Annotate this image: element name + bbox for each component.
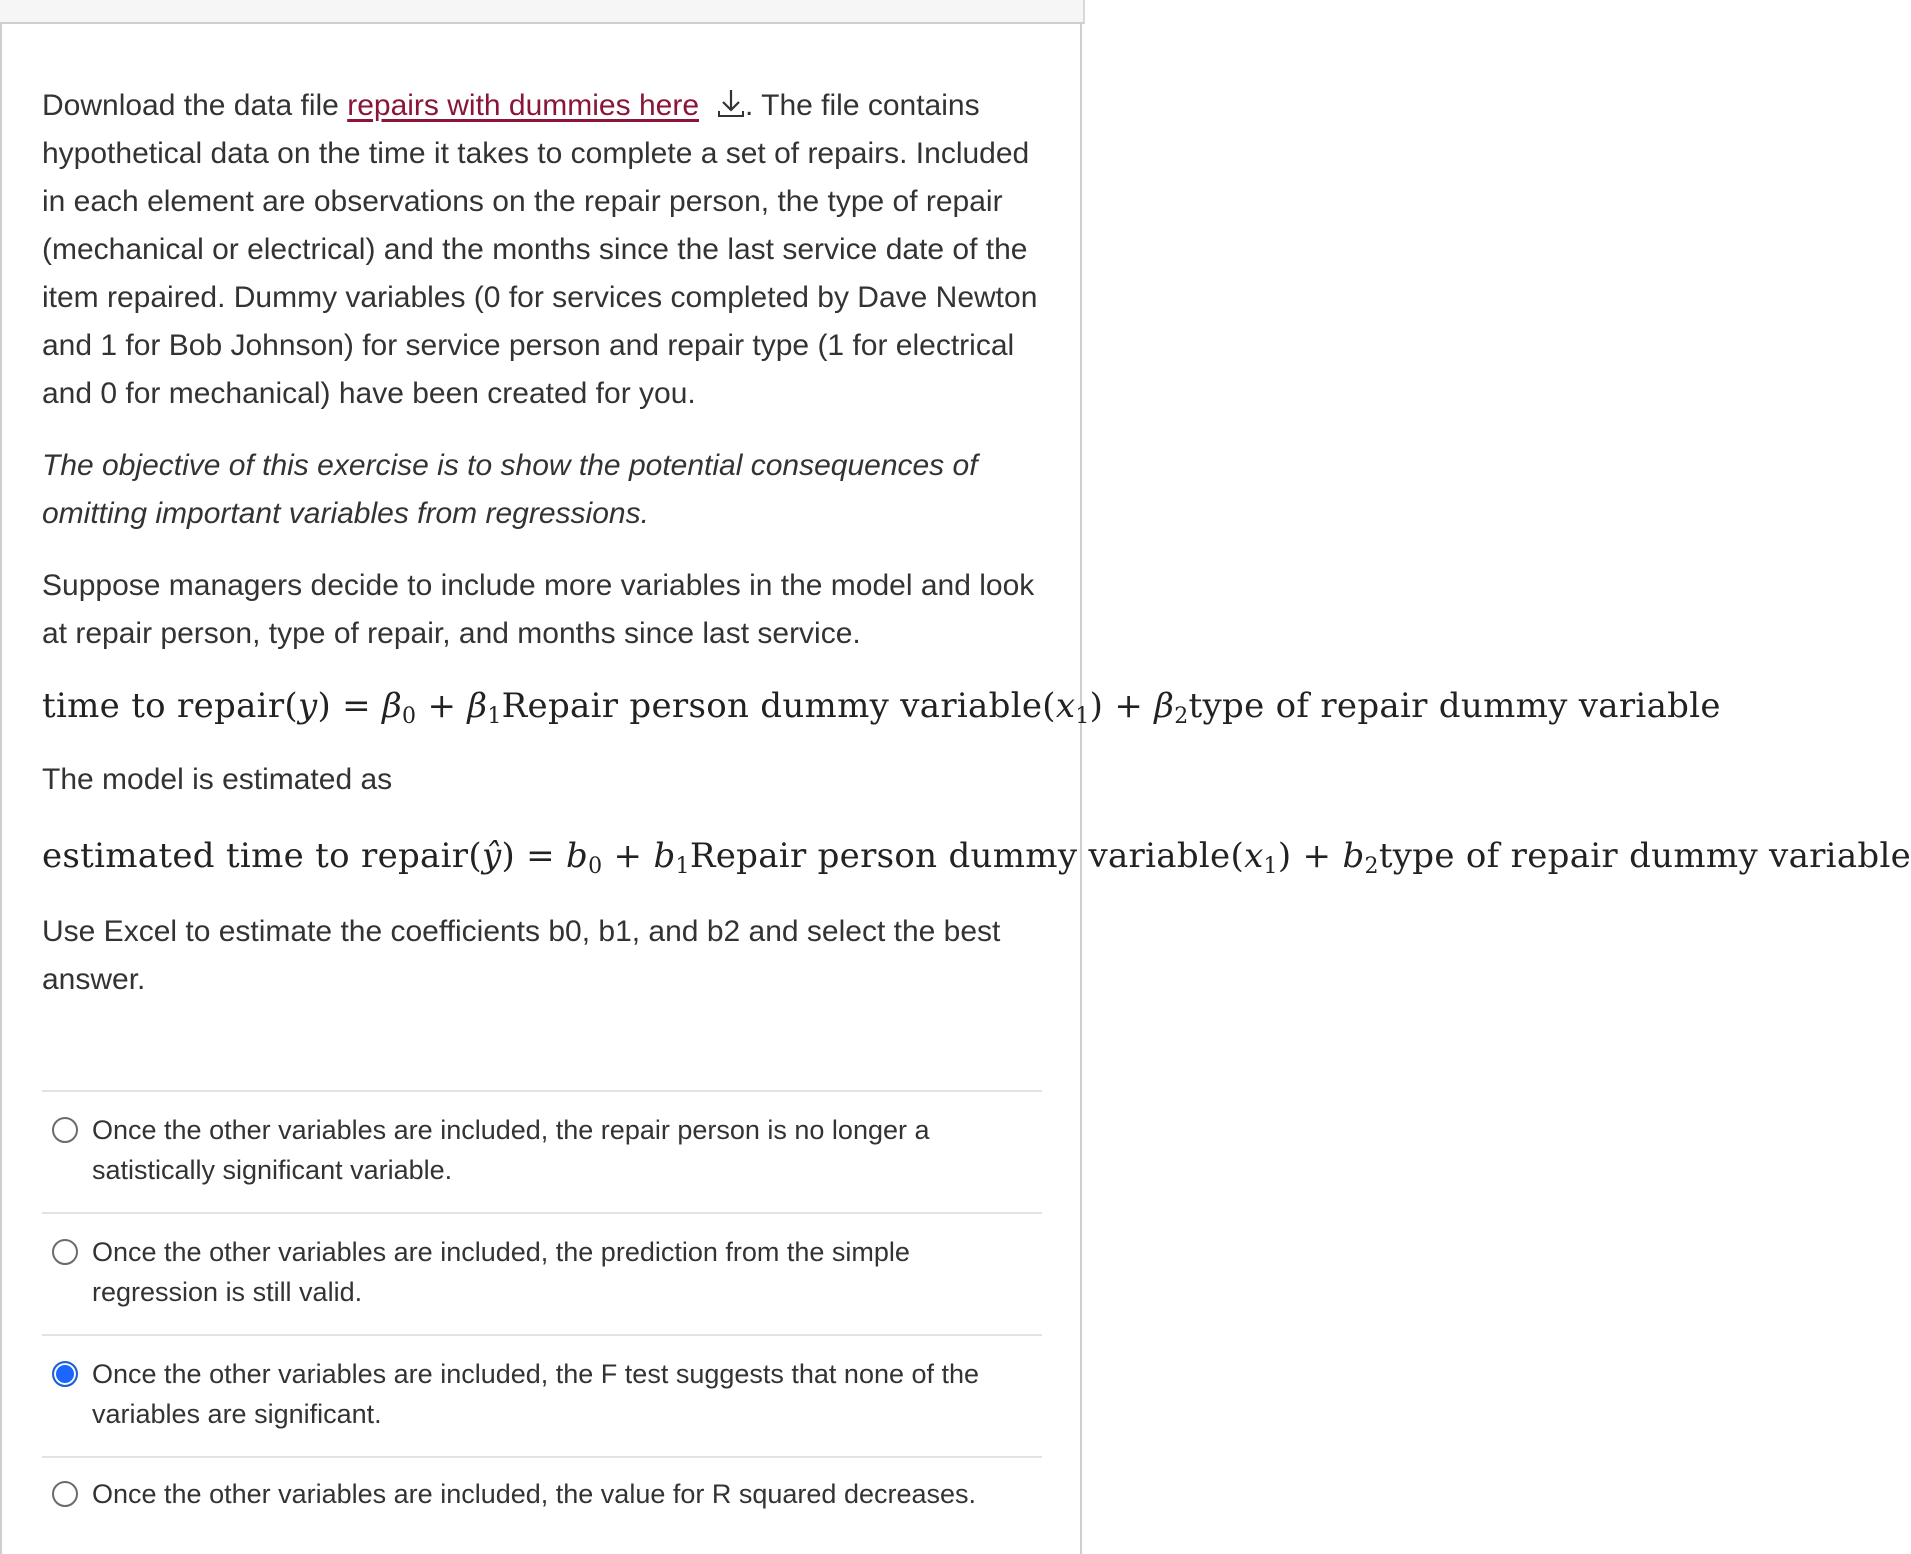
download-link[interactable]: repairs with dummies here xyxy=(347,89,699,122)
formula2-b0: b xyxy=(566,836,589,876)
answer-option-label: Once the other variables are included, the F test suggests that none of the variables are significant. xyxy=(92,1359,980,1429)
formula2-lhs: estimated time to repair xyxy=(42,836,469,876)
formula1-beta2: β xyxy=(1154,686,1175,726)
formula2-term1: Repair person dummy variable xyxy=(689,836,1231,876)
formula1-sub0: 0 xyxy=(402,704,417,729)
question-content xyxy=(42,82,1911,1004)
formula1-var-y: y xyxy=(297,686,318,726)
intro-paragraph xyxy=(42,82,1042,418)
formula2-sub0: 0 xyxy=(588,854,603,879)
formula2-var-yhat: ŷ xyxy=(481,836,502,876)
formula1-var-x: x xyxy=(1055,686,1076,726)
formula1-lhs: time to repair xyxy=(42,686,285,726)
download-icon[interactable] xyxy=(717,86,745,118)
population-model-formula: time to repair(y) = $\beta_0$ + $\beta_1Repair$ person dummy $variable(x_1)$ + $\beta_2type$ of repair dummy variable xyxy=(42,686,1721,729)
intro-text-after: . The file contains hypothetical data on the time it takes to complete a set of repairs. Included in each element are observations on the repair person, the type of repair (mechanical or electrical) and the months since the last service date of the item repaired. Dummy variables (0 for services completed by Dave Newton and 1 for Bob Johnson) for service person and repair type (1 for electrical and 0 for mechanical) have been created for you. xyxy=(42,89,1038,410)
instruction-paragraph: Use Excel to estimate the coefficients b0, b1, and b2 and select the best answer. xyxy=(42,915,1001,996)
formula2-sub2: 2 xyxy=(1364,854,1379,879)
formula2-sub-x: 1 xyxy=(1263,854,1278,879)
answer-option-3[interactable] xyxy=(42,1334,1042,1456)
formula2-b1: b xyxy=(653,836,676,876)
model-estimated-label: The model is estimated as xyxy=(42,763,393,796)
answer-option-4[interactable] xyxy=(42,1456,1042,1536)
formula1-sub-x: 1 xyxy=(1075,704,1090,729)
objective-paragraph: The objective of this exercise is to show the potential consequences of omitting important variables from regressions. xyxy=(42,449,978,530)
formula1-term2: type of repair dummy variable xyxy=(1188,686,1721,726)
formula2-term2: type of repair dummy variable xyxy=(1378,836,1911,876)
radio-button-4[interactable] xyxy=(52,1481,78,1507)
top-toolbar-band xyxy=(0,0,1085,24)
formula1-sub2: 2 xyxy=(1174,704,1189,729)
radio-button-1[interactable] xyxy=(52,1117,78,1143)
suppose-paragraph: Suppose managers decide to include more variables in the model and look at repair person, type of repair, and months since last service. xyxy=(42,569,1035,650)
answer-option-1[interactable] xyxy=(42,1090,1042,1212)
answer-option-2[interactable] xyxy=(42,1212,1042,1334)
formula2-sub1: 1 xyxy=(675,854,690,879)
formula1-beta0: β xyxy=(382,686,403,726)
answer-option-label: Once the other variables are included, the repair person is no longer a satistically significant variable. xyxy=(92,1115,930,1185)
answer-options xyxy=(42,1090,1042,1536)
intro-text-before: Download the data file xyxy=(42,89,348,122)
radio-button-3[interactable] xyxy=(52,1361,78,1387)
radio-button-2[interactable] xyxy=(52,1239,78,1265)
formula1-sub1: 1 xyxy=(487,704,502,729)
formula1-beta1: β xyxy=(467,686,488,726)
answer-option-label: Once the other variables are included, the value for R squared decreases. xyxy=(92,1479,977,1509)
formula1-term1: Repair person dummy variable xyxy=(501,686,1043,726)
formula2-var-x: x xyxy=(1244,836,1264,876)
answer-option-label: Once the other variables are included, the prediction from the simple regression is still valid. xyxy=(92,1237,910,1307)
formula2-b2: b xyxy=(1342,836,1365,876)
estimated-model-formula: estimated time to repair(ŷ) = $b_0$ + $b_1Repair$ person dummy $variable(x_1)$ + $b_2type$ of repair dummy variable xyxy=(42,836,1911,879)
